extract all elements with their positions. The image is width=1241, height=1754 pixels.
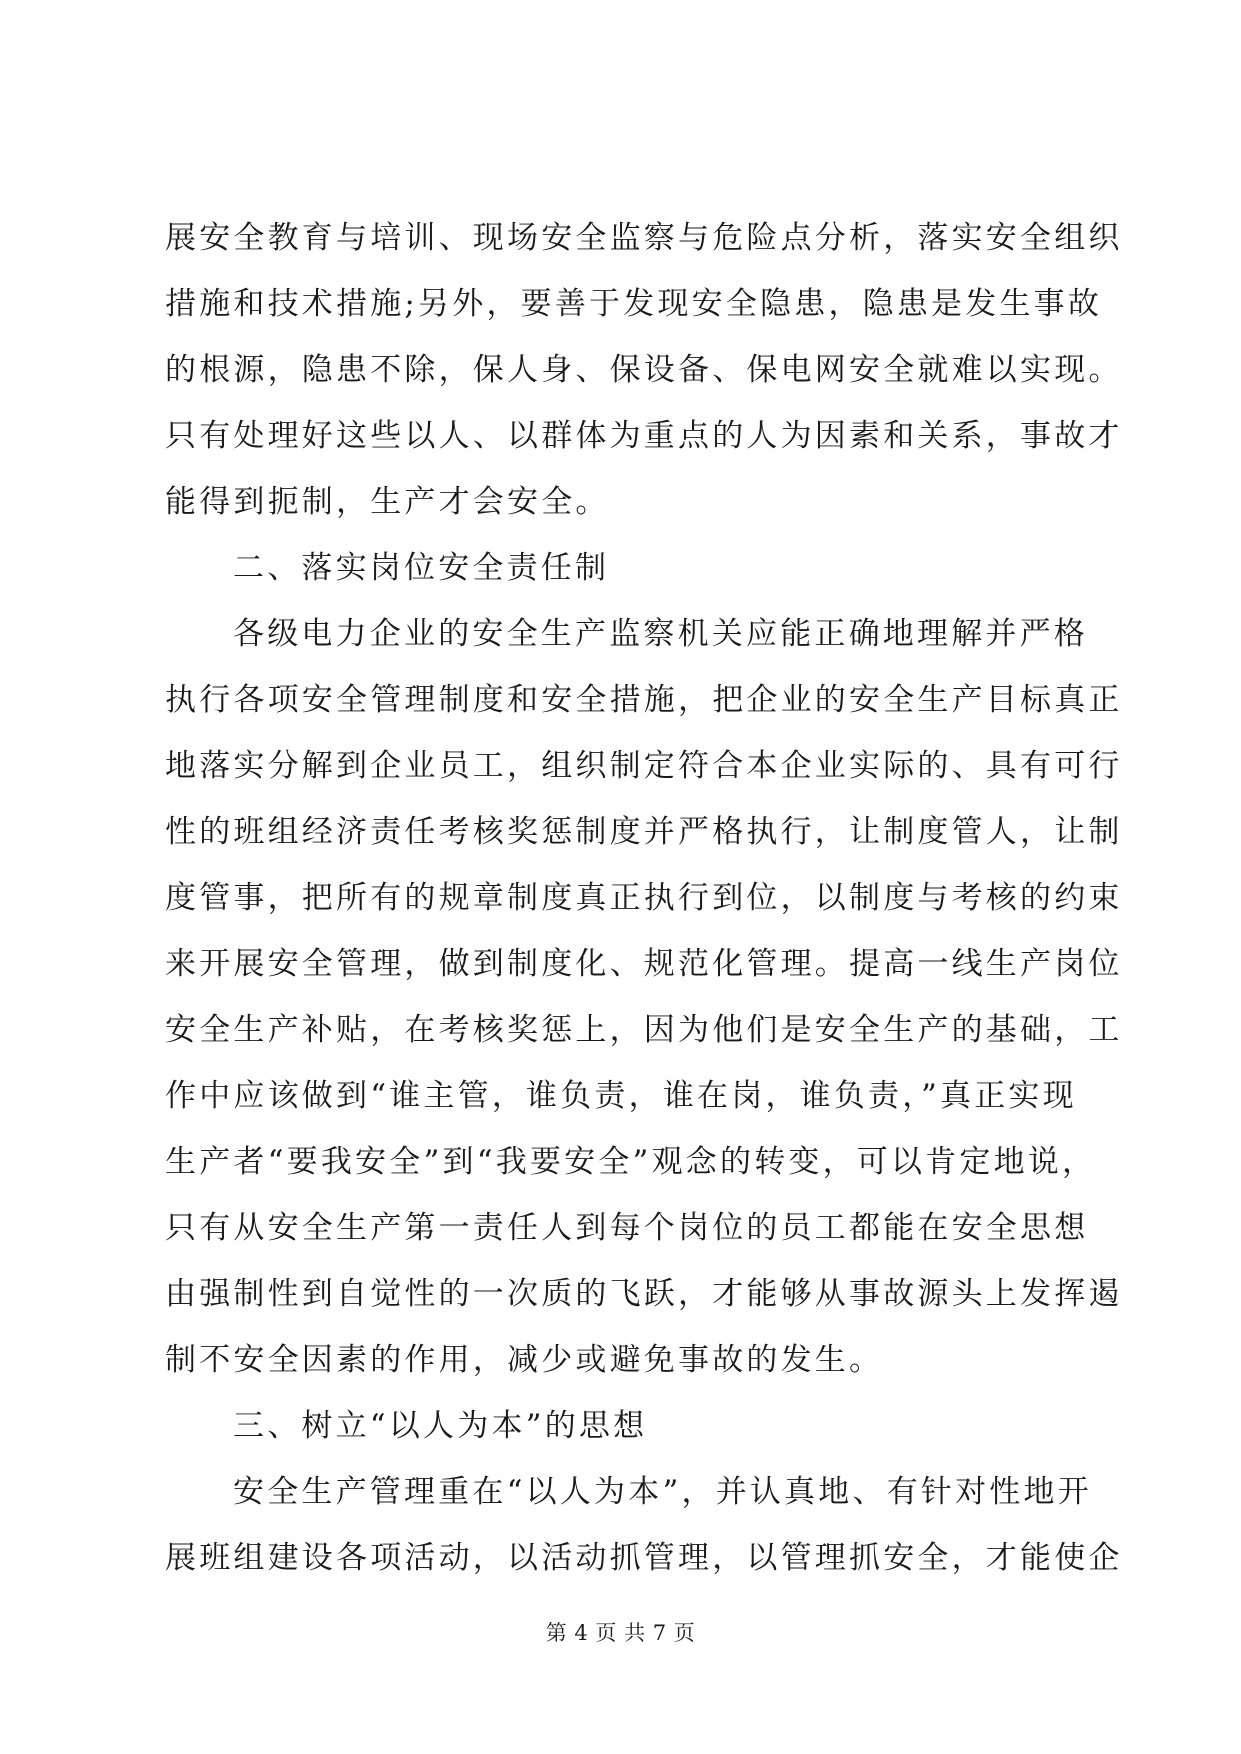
paragraph-line: 由强制性到自觉性的一次质的飞跃，才能够从事故源头上发挥遏: [165, 1276, 1123, 1312]
paragraph-line: 只有处理好这些以人、以群体为重点的人为因素和关系，事故才: [165, 418, 1123, 454]
page-number-footer: 第 4 页 共 7 页: [545, 1621, 696, 1645]
paragraph-line: 执行各项安全管理制度和安全措施，把企业的安全生产目标真正: [165, 682, 1123, 718]
paragraph-line: 只有从安全生产第一责任人到每个岗位的员工都能在安全思想: [165, 1210, 1089, 1246]
paragraph-line: 制不安全因素的作用，减少或避免事故的发生。: [165, 1342, 884, 1378]
section-heading: 三、树立“以人为本”的思想: [233, 1408, 648, 1444]
paragraph-line: 作中应该做到“谁主管，谁负责，谁在岗，谁负责，”真正实现: [165, 1078, 1077, 1114]
paragraph-line: 生产者“要我安全”到“我要安全”观念的转变，可以肯定地说，: [165, 1144, 1097, 1180]
paragraph-line: 能得到扼制，生产才会安全。: [165, 484, 610, 520]
paragraph-line: 来开展安全管理，做到制度化、规范化管理。提高一线生产岗位: [165, 946, 1123, 982]
paragraph-line: 安全生产管理重在“以人为本”，并认真地、有针对性地开: [233, 1474, 1092, 1510]
paragraph-line: 展安全教育与培训、现场安全监察与危险点分析，落实安全组织: [165, 220, 1123, 256]
paragraph-line: 各级电力企业的安全生产监察机关应能正确地理解并严格: [233, 616, 1088, 652]
paragraph-line: 展班组建设各项活动，以活动抓管理，以管理抓安全，才能使企: [165, 1540, 1123, 1576]
paragraph-line: 措施和技术措施;另外，要善于发现安全隐患，隐患是发生事故: [165, 286, 1103, 322]
section-heading: 二、落实岗位安全责任制: [233, 550, 610, 586]
body-text: [165, 205, 1123, 1591]
paragraph-line: 度管事，把所有的规章制度真正执行到位，以制度与考核的约束: [165, 880, 1123, 916]
paragraph-line: 的根源，隐患不除，保人身、保设备、保电网安全就难以实现。: [165, 352, 1123, 388]
paragraph-line: 安全生产补贴，在考核奖惩上，因为他们是安全生产的基础，工: [165, 1012, 1123, 1048]
paragraph-line: 地落实分解到企业员工，组织制定符合本企业实际的、具有可行: [165, 748, 1123, 784]
paragraph-line: 性的班组经济责任考核奖惩制度并严格执行，让制度管人，让制: [165, 814, 1123, 850]
